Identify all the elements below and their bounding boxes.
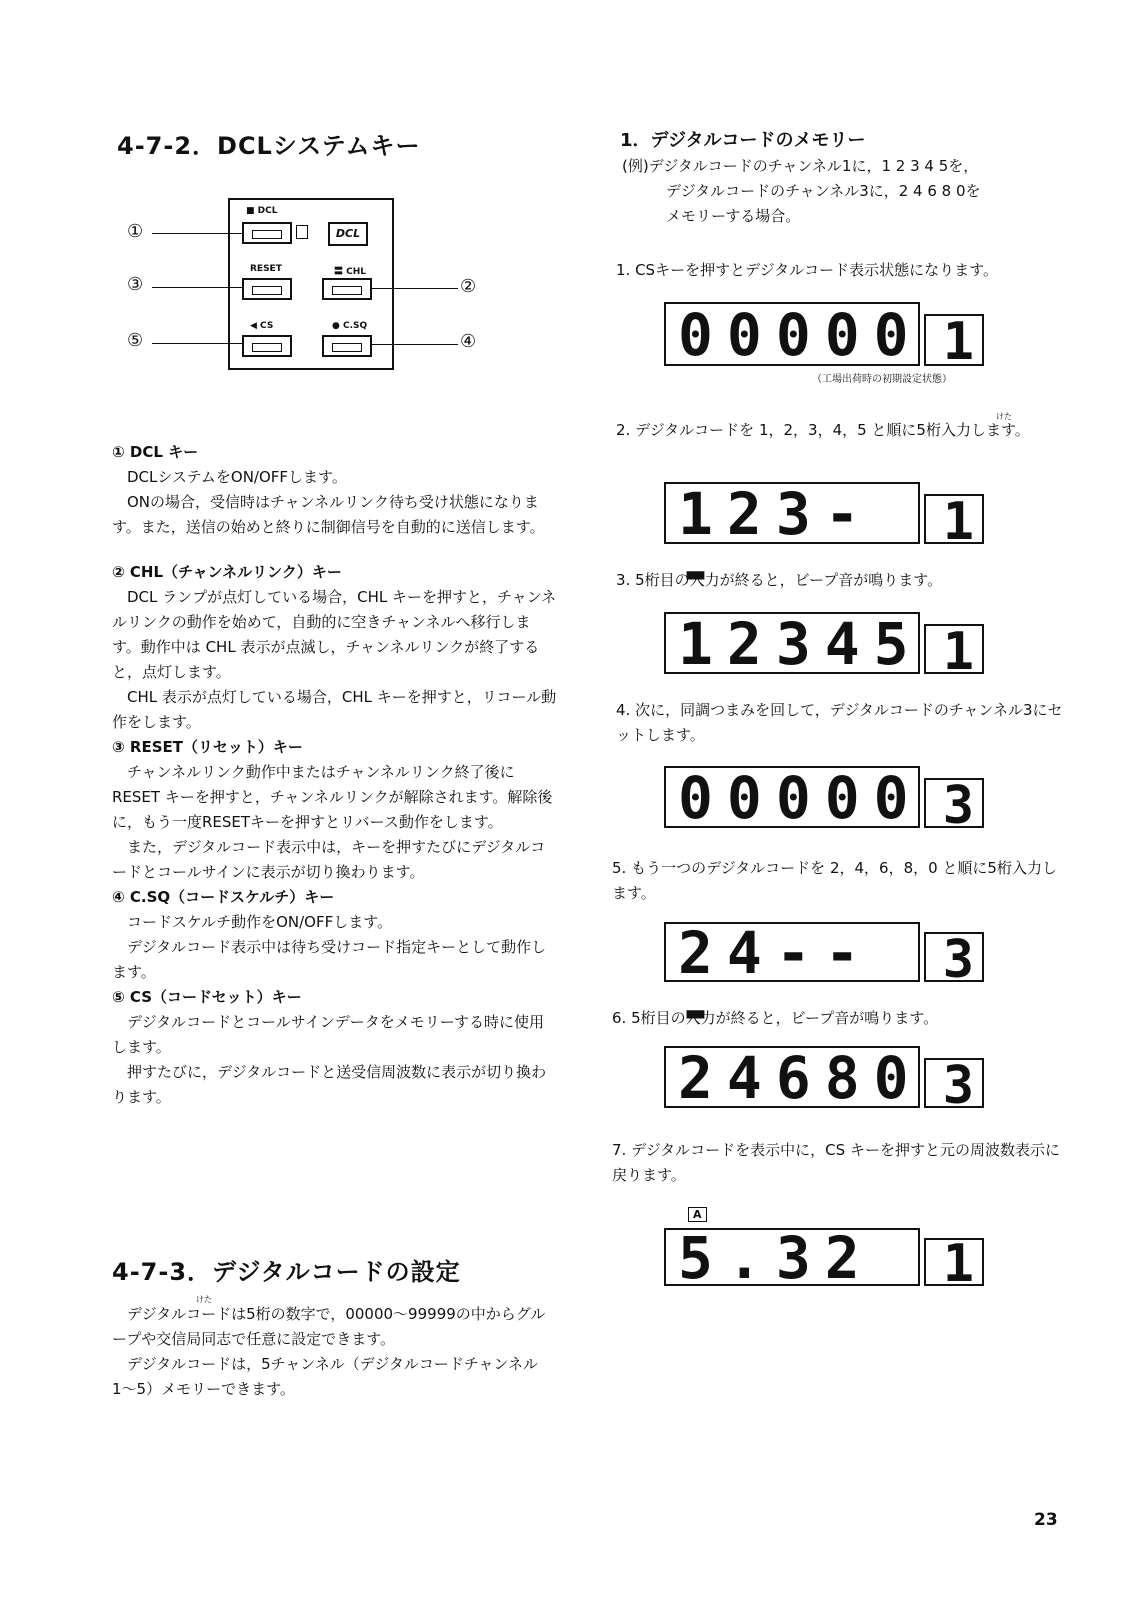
lcd-display [664,1224,920,1292]
section-472-title: 4-7-2．DCLシステムキー [117,132,421,160]
lcd-digits: 00000 [678,764,923,832]
reset-key [242,278,292,300]
item-heading: ② CHL（チャンネルリンク）キー [112,563,342,581]
step-1-text: 1. CSキーを押すとデジタルコード表示状態になります。 [616,261,998,279]
lcd-display [664,610,923,678]
callout-5-line [152,343,242,344]
lcd-display [664,301,923,369]
chl-key [322,278,372,300]
example-line: デジタルコードのチャンネル3に，2 4 6 8 0を [666,182,981,200]
lcd-channel [924,1056,984,1116]
callout-3: ③ [127,274,144,295]
cs-key [242,335,292,357]
lcd-channel [924,622,984,682]
csq-key-label: ● C.SQ [332,321,368,331]
item-paragraph: CHL 表示が点灯している場合，CHL キーを押すと，リコール動作をします。 [112,688,557,731]
lcd-channel-digit: 1 [942,312,974,372]
indicator-a [688,1203,707,1222]
example [622,154,981,229]
example-line: メモリーする場合。 [666,207,801,225]
callout-1: ① [127,221,144,242]
callout-2: ② [460,276,477,297]
callout-5: ⑤ [127,330,144,351]
callout-3-line [152,287,242,288]
lcd-channel [924,492,984,552]
callout-1-line [152,233,242,234]
memory-title: 1．デジタルコードのメモリー [620,130,866,151]
item-paragraph: コードスケルチ動作をON/OFFします。 [127,913,393,931]
callout-4-line [370,344,458,345]
step-7-text: 7. デジタルコードを表示中に，CS キーを押すと元の周波数表示に戻ります。 [612,1141,1060,1184]
page-number: 23 [1034,1510,1058,1530]
item-heading: ① DCL キー [112,443,199,461]
lcd-channel-digit: 3 [942,1056,974,1116]
lcd-display [664,764,923,832]
dcl-key [242,222,292,244]
item-csq [112,885,557,985]
item-heading: ④ C.SQ（コードスケルチ）キー [112,888,335,906]
lcd-caption: （工場出荷時の初期設定状態） [812,374,952,385]
step-6-text: 6. 5桁目の入力が終ると，ビープ音が鳴ります。 [612,1009,939,1027]
cs-key-label: ◀ CS [250,321,274,331]
lcd-channel-digit: 3 [942,930,974,990]
reset-key-label: RESET [250,264,282,274]
step-3-text: 3. 5桁目の入力が終ると，ビープ音が鳴ります。 [616,571,943,589]
section-473-ruby: けた [196,1295,212,1304]
lcd-channel [924,312,984,372]
step-2-ruby: けた [996,412,1012,421]
section-473-paragraph: デジタルコードは，5チャンネル（デジタルコードチャンネル1〜5）メモリーできます。 [112,1355,538,1398]
callout-4: ④ [460,331,477,352]
chl-key-label: 〓 CHL [334,267,367,277]
lcd-channel-digit: 1 [942,622,974,682]
item-heading: ③ RESET（リセット）キー [112,738,303,756]
item-dcl [112,440,557,540]
item-reset [112,735,557,885]
step-5-text: 5. もう一つのデジタルコードを 2，4，6，8，0 と順に5桁入力します。 [612,859,1057,902]
lcd-channel-digit: 3 [942,776,974,836]
item-heading: ⑤ CS（コードセット）キー [112,988,302,1006]
lcd-digits: 123-- [678,480,874,606]
lcd-channel-digit: 1 [942,1234,974,1294]
section-473-paragraph: デジタルコードは5桁の数字で，00000〜99999の中からグループや交信局同志で任意に設定できます。 [112,1305,546,1348]
section-473-body [112,1302,557,1402]
step-2-text: 2. デジタルコードを 1，2，3，4，5 と順に5桁入力します。 [616,421,1030,439]
lcd-digits: 24680 [678,1044,923,1112]
dcl-logo: DCL [328,222,368,246]
callout-2-line [370,288,458,289]
key-descriptions [112,440,557,1110]
lcd-channel [924,1234,984,1294]
lcd-digits: 24--- [678,919,874,1045]
item-cs [112,985,557,1110]
item-paragraph: また，デジタルコード表示中は，キーを押すたびにデジタルコードとコールサインに表示が切り換わります。 [112,838,546,881]
item-paragraph: 押すたびに，デジタルコードと送受信周波数に表示が切り換わります。 [112,1063,547,1106]
example-line: (例)デジタルコードのチャンネル1に，1 2 3 4 5を， [622,157,979,175]
csq-key [322,335,372,357]
item-paragraph: デジタルコードとコールサインデータをメモリーする時に使用します。 [112,1013,545,1056]
item-paragraph: DCL ランプが点灯している場合，CHL キーを押すと，チャンネルリンクの動作を始めて，自動的に空きチャンネルへ移行します。動作中は CHL 表示が点滅し，チャンネルリンクが終了すると，点灯します。 [112,588,557,681]
item-paragraph: ONの場合，受信時はチャンネルリンク待ち受け状態になります。また，送信の始めと終りに制御信号を自動的に送信します。 [112,493,545,536]
lcd-digits: 5.32 [678,1224,874,1292]
step-4-text: 4. 次に，同調つまみを回して，デジタルコードのチャンネル3にセットします。 [616,701,1063,744]
lcd-digits: 12345 [678,610,923,678]
dcl-lamp-icon [296,225,308,239]
lcd-digits: 00000 [678,301,923,369]
lcd-display [664,1044,923,1112]
item-paragraph: チャンネルリンク動作中またはチャンネルリンク終了後に RESET キーを押すと，チャンネルリンクが解除されます。解除後に，もう一度RESETキーを押すとリバース動作をします。 [112,763,553,831]
item-paragraph: DCLシステムをON/OFFします。 [127,468,347,486]
section-473-title: 4-7-3．デジタルコードの設定 [112,1258,461,1286]
lcd-channel [924,776,984,836]
indicator-a-box: A [688,1207,707,1222]
item-chl [112,560,557,735]
lcd-channel-digit: 1 [942,492,974,552]
lcd-channel [924,930,984,990]
dcl-key-label: ■ DCL [246,206,278,216]
item-paragraph: デジタルコード表示中は待ち受けコード指定キーとして動作します。 [112,938,547,981]
